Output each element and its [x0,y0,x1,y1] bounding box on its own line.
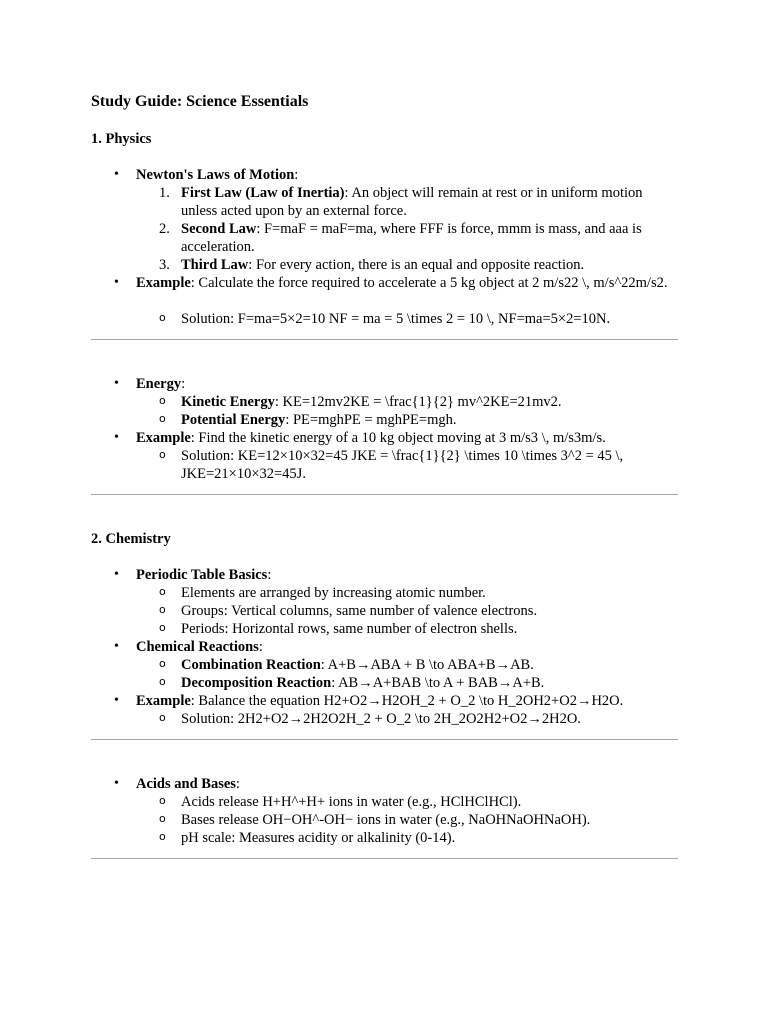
solution-text: Solution: KE=12×10×32=45 JKE = \frac{1}{2} \times 10 \times 3^2 = 45 \, JKE=21×10×32=45J. [181,448,624,482]
list-number: 3. [159,257,170,273]
newton-laws-list [136,184,678,274]
acids-facts-list [136,793,678,847]
chemistry-list [91,566,678,728]
sub-bullet-icon: o [159,311,166,324]
item-term: Newton's Laws of Motion [136,167,295,183]
bullet-icon: • [114,430,119,445]
list-item-fact [159,811,678,829]
section-divider [91,858,678,859]
list-item-periodic [114,566,678,638]
list-item-reactions [114,638,678,692]
item-term: Second Law [181,221,257,237]
periodic-facts-list [136,584,678,638]
sub-bullet-icon: o [159,603,166,616]
item-term: Third Law [181,257,249,273]
energy-types-list [136,393,678,429]
solution-text: Solution: 2H2+O2→2H2O2H_2 + O_2 \to 2H_2O2H2+O2→2H2O. [181,711,581,727]
sub-bullet-icon: o [159,711,166,724]
list-item-solution [159,710,678,728]
physics-energy-list [91,375,678,483]
list-number: 2. [159,221,170,237]
list-item-law [159,220,678,256]
item-term: Decomposition Reaction [181,675,332,691]
item-text: : Balance the equation H2+O2→H2OH_2 + O_2 \to H_2OH2+O2→H2O. [190,693,624,709]
list-item-law [159,184,678,220]
item-text: Groups: Vertical columns, same number of valence electrons. [181,603,538,619]
item-term: Kinetic Energy [181,394,275,410]
document-title: Study Guide: Science Essentials [91,93,309,110]
sub-bullet-icon: o [159,794,166,807]
item-text: : [235,776,240,792]
item-text: : KE=12mv2KE = \frac{1}{2} mv^2KE=21mv2. [274,394,562,410]
item-text: Acids release H+H^+H+ ions in water (e.g., HClHClHCl). [181,794,522,810]
list-item-acids [114,775,678,847]
item-text: Elements are arranged by increasing atomic number. [181,585,486,601]
bullet-icon: • [114,776,119,791]
item-text: pH scale: Measures acidity or alkalinity (0-14). [181,830,456,846]
list-item-solution [159,447,678,483]
item-text: : [181,376,186,392]
list-item-fact [159,602,678,620]
item-term: Periodic Table Basics [136,567,268,583]
bullet-icon: • [114,275,119,290]
list-item-energy [114,375,678,429]
item-text: : AB→A+BAB \to A + BAB→A+B. [331,675,545,691]
item-term: Energy [136,376,182,392]
list-item-law [159,256,678,274]
example-solution-list [136,447,678,483]
bullet-icon: • [114,639,119,654]
item-text: : A+B→ABA + B \to ABA+B→AB. [320,657,534,673]
list-item-fact [159,829,678,847]
sub-bullet-icon: o [159,585,166,598]
example-solution-list [136,310,678,328]
example-solution-list [136,710,678,728]
list-item-solution [159,310,678,328]
list-item-example [114,274,678,328]
item-term: Combination Reaction [181,657,321,673]
sub-bullet-icon: o [159,675,166,688]
bullet-icon: • [114,167,119,182]
list-item-fact [159,584,678,602]
item-term: Example [136,430,191,446]
acids-bases-list [91,775,678,847]
item-term: Acids and Bases [136,776,236,792]
list-item-fact [159,793,678,811]
item-term: First Law (Law of Inertia) [181,185,345,201]
item-term: Potential Energy [181,412,286,428]
item-text: : [294,167,299,183]
item-text: : An object will remain at rest or in uniform motion unless acted upon by an external force. [181,185,643,219]
bullet-icon: • [114,567,119,582]
item-term: Example [136,693,191,709]
list-item-example [114,429,678,483]
item-term: Chemical Reactions [136,639,259,655]
item-text: : F=maF = maF=ma, where FFF is force, mmm is mass, and aaa is acceleration. [181,221,642,255]
section-heading-physics: 1. Physics [91,131,152,147]
list-number: 1. [159,185,170,201]
section-heading-chemistry: 2. Chemistry [91,531,171,547]
item-text: : Find the kinetic energy of a 10 kg object moving at 3 m/s3 \, m/s3m/s. [190,430,606,446]
list-item-energy-type [159,393,678,411]
reaction-types-list [136,656,678,692]
bullet-icon: • [114,693,119,708]
sub-bullet-icon: o [159,657,166,670]
bullet-icon: • [114,376,119,391]
sub-bullet-icon: o [159,412,166,425]
item-text: Bases release OH−OH^-OH− ions in water (e.g., NaOHNaOHNaOH). [181,812,591,828]
list-item-reaction [159,674,678,692]
item-text: : Calculate the force required to accelerate a 5 kg object at 2 m/s22 \, m/s^22m/s2. [190,275,668,291]
list-item-reaction [159,656,678,674]
sub-bullet-icon: o [159,830,166,843]
solution-text: Solution: F=ma=5×2=10 NF = ma = 5 \times 2 = 10 \, NF=ma=5×2=10N. [181,311,611,327]
item-text: Periods: Horizontal rows, same number of electron shells. [181,621,518,637]
item-text: : [258,639,263,655]
physics-newton-list [91,166,678,328]
sub-bullet-icon: o [159,394,166,407]
item-text: : [267,567,272,583]
spacer [136,292,678,310]
sub-bullet-icon: o [159,448,166,461]
item-text: : For every action, there is an equal and opposite reaction. [248,257,585,273]
list-item-newton [114,166,678,274]
item-term: Example [136,275,191,291]
list-item-fact [159,620,678,638]
list-item-example [114,692,678,728]
document-page [91,92,678,859]
sub-bullet-icon: o [159,621,166,634]
list-item-energy-type [159,411,678,429]
item-text: : PE=mghPE = mghPE=mgh. [285,412,457,428]
sub-bullet-icon: o [159,812,166,825]
